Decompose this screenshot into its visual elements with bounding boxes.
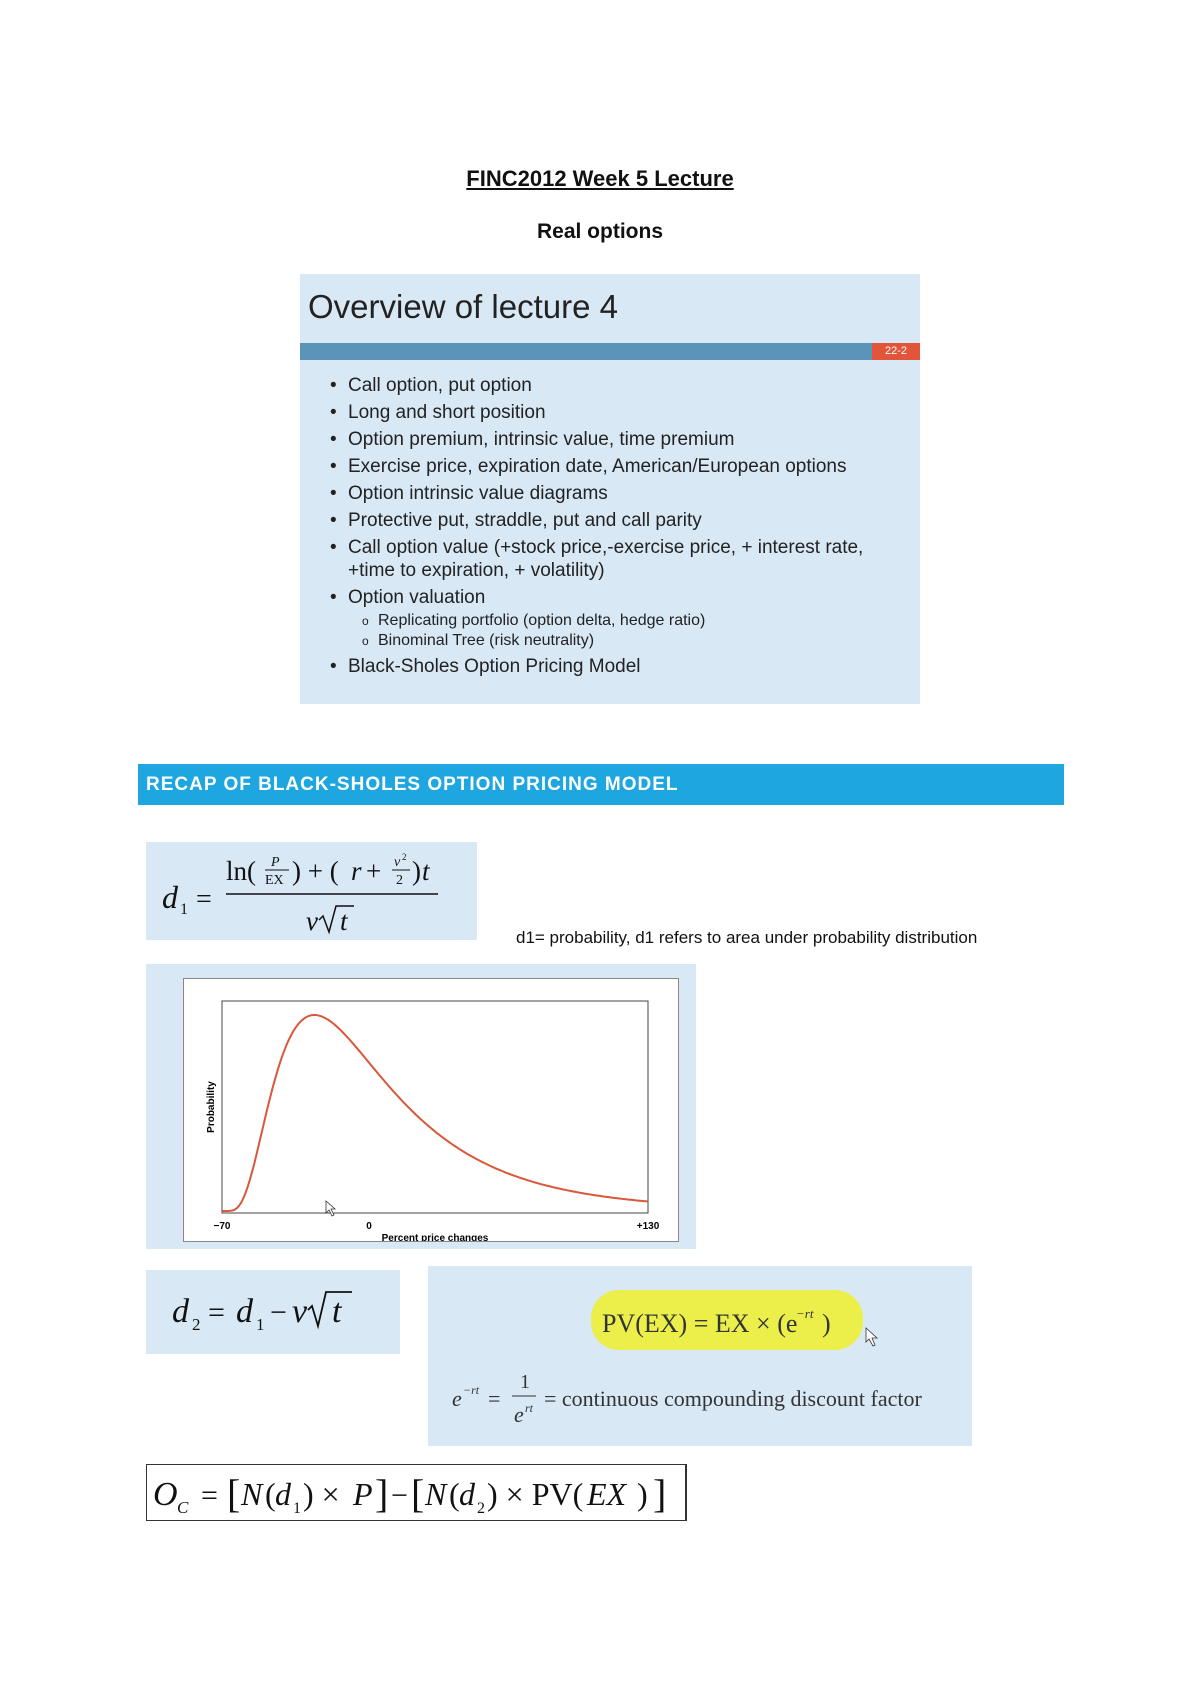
svg-text:−rt: −rt <box>463 1383 480 1397</box>
document-subtitle: Real options <box>536 220 663 243</box>
slide-bullet: • Call option, put option <box>330 374 910 397</box>
svg-text:EX: EX <box>265 873 284 888</box>
svg-text:=: = <box>488 1386 501 1411</box>
lecture-overview-slide <box>300 274 920 704</box>
svg-text:]: ] <box>375 1471 389 1516</box>
slide-bullet: • Option premium, intrinsic value, time premium <box>330 428 910 451</box>
chart-panel <box>183 978 679 1242</box>
slide-bullet: • Long and short position <box>330 401 910 424</box>
svg-text:1: 1 <box>180 901 188 918</box>
svg-text:P: P <box>271 855 280 870</box>
svg-text:d: d <box>275 1476 291 1512</box>
svg-text:]: ] <box>653 1471 667 1516</box>
svg-text:d: d <box>172 1293 189 1330</box>
svg-text:d: d <box>162 879 178 915</box>
svg-text:1: 1 <box>520 1371 530 1393</box>
d2-formula-image <box>146 1270 400 1354</box>
svg-text:): ) <box>412 856 421 886</box>
oc-formula-image <box>146 1464 687 1521</box>
x-tick-label: −70 <box>213 1221 231 1232</box>
svg-text:=: = <box>208 1296 225 1329</box>
probability-chart <box>184 979 678 1241</box>
slide-bullet: • Protective put, straddle, put and call parity <box>330 509 910 532</box>
slide-bullet: Option valuation <box>348 587 486 608</box>
svg-text:=: = <box>201 1479 218 1512</box>
svg-text:1: 1 <box>256 1315 265 1334</box>
pv-exponent: −rt <box>796 1306 814 1321</box>
x-axis-label: Percent price changes <box>381 1233 489 1241</box>
slide-bullet: • Black-Sholes Option Pricing Model <box>330 655 910 678</box>
x-tick-label: 0 <box>366 1221 372 1232</box>
svg-text:t: t <box>332 1293 342 1330</box>
cursor-icon <box>326 1201 335 1216</box>
svg-text:O: O <box>153 1476 178 1513</box>
x-tick-label: +130 <box>636 1221 660 1232</box>
slide-bullet: • Option intrinsic value diagrams <box>330 482 910 505</box>
probability-distribution-figure <box>146 964 696 1249</box>
svg-text:r: r <box>351 856 362 886</box>
svg-text:t: t <box>340 906 348 936</box>
svg-text:=: = <box>196 884 212 915</box>
svg-text:ln(: ln( <box>226 856 256 886</box>
svg-text:N: N <box>241 1476 263 1512</box>
svg-text:(: ( <box>265 1476 276 1512</box>
svg-text:e: e <box>514 1402 524 1427</box>
slide-number: 22-2 <box>872 343 920 360</box>
svg-text:[: [ <box>227 1471 241 1516</box>
svg-text:rt: rt <box>525 1401 534 1415</box>
svg-text:P: P <box>353 1476 373 1512</box>
svg-text:N: N <box>425 1476 447 1512</box>
slide-sub-bullet: o Replicating portfolio (option delta, hedge ratio) <box>360 611 910 631</box>
pv-formula-text: PV(EX) = EX × (e <box>602 1309 798 1338</box>
plot-area <box>222 1001 648 1213</box>
svg-text:v: v <box>394 855 401 870</box>
svg-text:2: 2 <box>402 852 407 862</box>
svg-text:): ) <box>822 1309 831 1338</box>
svg-text:d: d <box>236 1293 253 1330</box>
pv-formula-image <box>428 1266 972 1446</box>
svg-text:e: e <box>452 1386 462 1411</box>
slide-bullet: • Exercise price, expiration date, American/European options <box>330 455 910 478</box>
svg-text:): ) <box>637 1476 648 1512</box>
y-axis-label: Probability <box>206 1081 217 1133</box>
svg-text:d: d <box>459 1476 475 1512</box>
d2-formula <box>146 1270 400 1354</box>
svg-text:1: 1 <box>293 1500 301 1517</box>
svg-text:−: − <box>391 1479 408 1512</box>
svg-text:(: ( <box>449 1476 460 1512</box>
d1-formula-image <box>146 842 477 940</box>
cursor-icon <box>866 1328 877 1346</box>
svg-text:2: 2 <box>192 1315 201 1334</box>
slide-sub-list <box>348 611 910 651</box>
d1-formula <box>146 842 477 940</box>
svg-text:2: 2 <box>396 873 403 888</box>
svg-text:) × PV(: ) × PV( <box>487 1476 584 1512</box>
slide-title: Overview of lecture 4 <box>308 288 618 325</box>
svg-text:) ×: ) × <box>303 1476 340 1512</box>
document-title: FINC2012 Week 5 Lecture <box>466 166 734 191</box>
pv-formula <box>428 1266 972 1446</box>
d1-note: d1= probability, d1 refers to area under probability distribution <box>516 928 978 947</box>
svg-text:v: v <box>292 1293 308 1330</box>
svg-text:) + (: ) + ( <box>292 856 339 886</box>
slide-divider-bar <box>300 343 920 360</box>
svg-text:t: t <box>422 856 430 886</box>
discount-label: = continuous compounding discount factor <box>544 1386 922 1411</box>
slide-bullet-list <box>330 374 910 682</box>
svg-text:C: C <box>177 1498 189 1517</box>
distribution-curve <box>222 1015 648 1211</box>
svg-text:v: v <box>306 906 318 936</box>
slide-bullet: • Call option value (+stock price,-exercise price, + interest rate, +time to expiration, + volatility) <box>330 536 910 582</box>
slide-bullet-group <box>330 586 910 651</box>
svg-text:[: [ <box>411 1471 425 1516</box>
oc-formula <box>147 1465 685 1520</box>
section-banner: RECAP OF BLACK-SHOLES OPTION PRICING MODEL <box>138 764 1064 805</box>
svg-text:EX: EX <box>587 1476 627 1512</box>
slide-sub-bullet: o Binominal Tree (risk neutrality) <box>360 631 910 651</box>
svg-text:2: 2 <box>477 1500 485 1517</box>
svg-text:−: − <box>270 1296 287 1329</box>
svg-text:+: + <box>366 856 382 886</box>
